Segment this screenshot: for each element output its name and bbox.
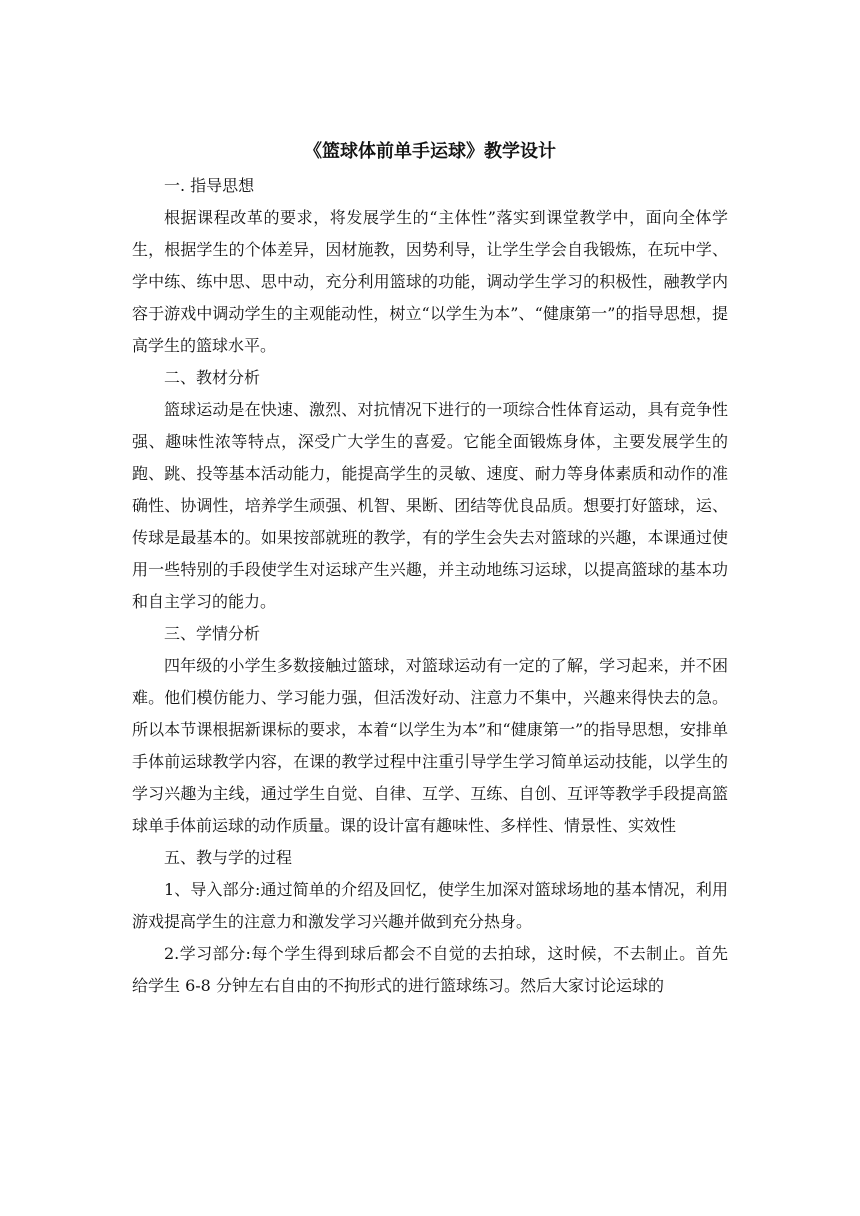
paragraph-introduction-part: 1、导入部分:通过简单的介绍及回忆，使学生加深对篮球场地的基本情况，利用游戏提高学生的注意力和激发学习兴趣并做到充分热身。 bbox=[132, 880, 728, 931]
section-heading-teaching-process: 五、教与学的过程 bbox=[164, 848, 293, 867]
section-heading-guiding-ideology: 一. 指导思想 bbox=[164, 176, 255, 195]
paragraph-material-analysis: 篮球运动是在快速、激烈、对抗情况下进行的一项综合性体育运动，具有竞争性强、趣味性浓等特点，深受广大学生的喜爱。它能全面锻炼身体，主要发展学生的跑、跳、投等基本活动能力，能提高学生的灵敏、速度、耐力等身体素质和动作的准确性、协调性，培养学生顽强、机智、果断、团结等优良品质。想要打好篮球，运、传球是最基本的。如果按部就班的教学，有的学生会失去对篮球的兴趣，本课通过使用一些特别的手段使学生对运球产生兴趣，并主动地练习运球，以提高篮球的基本功和自主学习的能力。 bbox=[132, 400, 728, 611]
document-title: 《篮球体前单手运球》教学设计 bbox=[304, 141, 556, 162]
paragraph-learner-analysis: 四年级的小学生多数接触过篮球，对篮球运动有一定的了解，学习起来，并不困难。他们模仿能力、学习能力强，但活泼好动、注意力不集中，兴趣来得快去的急。所以本节课根据新课标的要求，本着“以学生为本”和“健康第一”的指导思想，安排单手体前运球教学内容，在课的教学过程中注重引导学生学习简单运动技能，以学生的学习兴趣为主线，通过学生自觉、自律、互学、互练、自创、互评等教学手段提高篮球单手体前运球的动作质量。课的设计富有趣味性、多样性、情景性、实效性 bbox=[132, 656, 728, 835]
paragraph-learning-part: 2.学习部分:每个学生得到球后都会不自觉的去拍球，这时候，不去制止。首先给学生 6-8 分钟左右自由的不拘形式的进行篮球练习。然后大家讨论运球的 bbox=[132, 944, 728, 995]
section-heading-learner-analysis: 三、学情分析 bbox=[164, 624, 261, 643]
paragraph-guiding-ideology: 根据课程改革的要求，将发展学生的“主体性”落实到课堂教学中，面向全体学生，根据学生的个体差异，因材施教，因势利导，让学生学会自我锻炼，在玩中学、学中练、练中思、思中动，充分利用篮球的功能，调动学生学习的积极性，融教学内容于游戏中调动学生的主观能动性，树立“以学生为本”、“健康第一”的指导思想，提高学生的篮球水平。 bbox=[132, 208, 728, 355]
section-heading-material-analysis: 二、教材分析 bbox=[164, 368, 261, 387]
document-body bbox=[132, 136, 728, 1002]
